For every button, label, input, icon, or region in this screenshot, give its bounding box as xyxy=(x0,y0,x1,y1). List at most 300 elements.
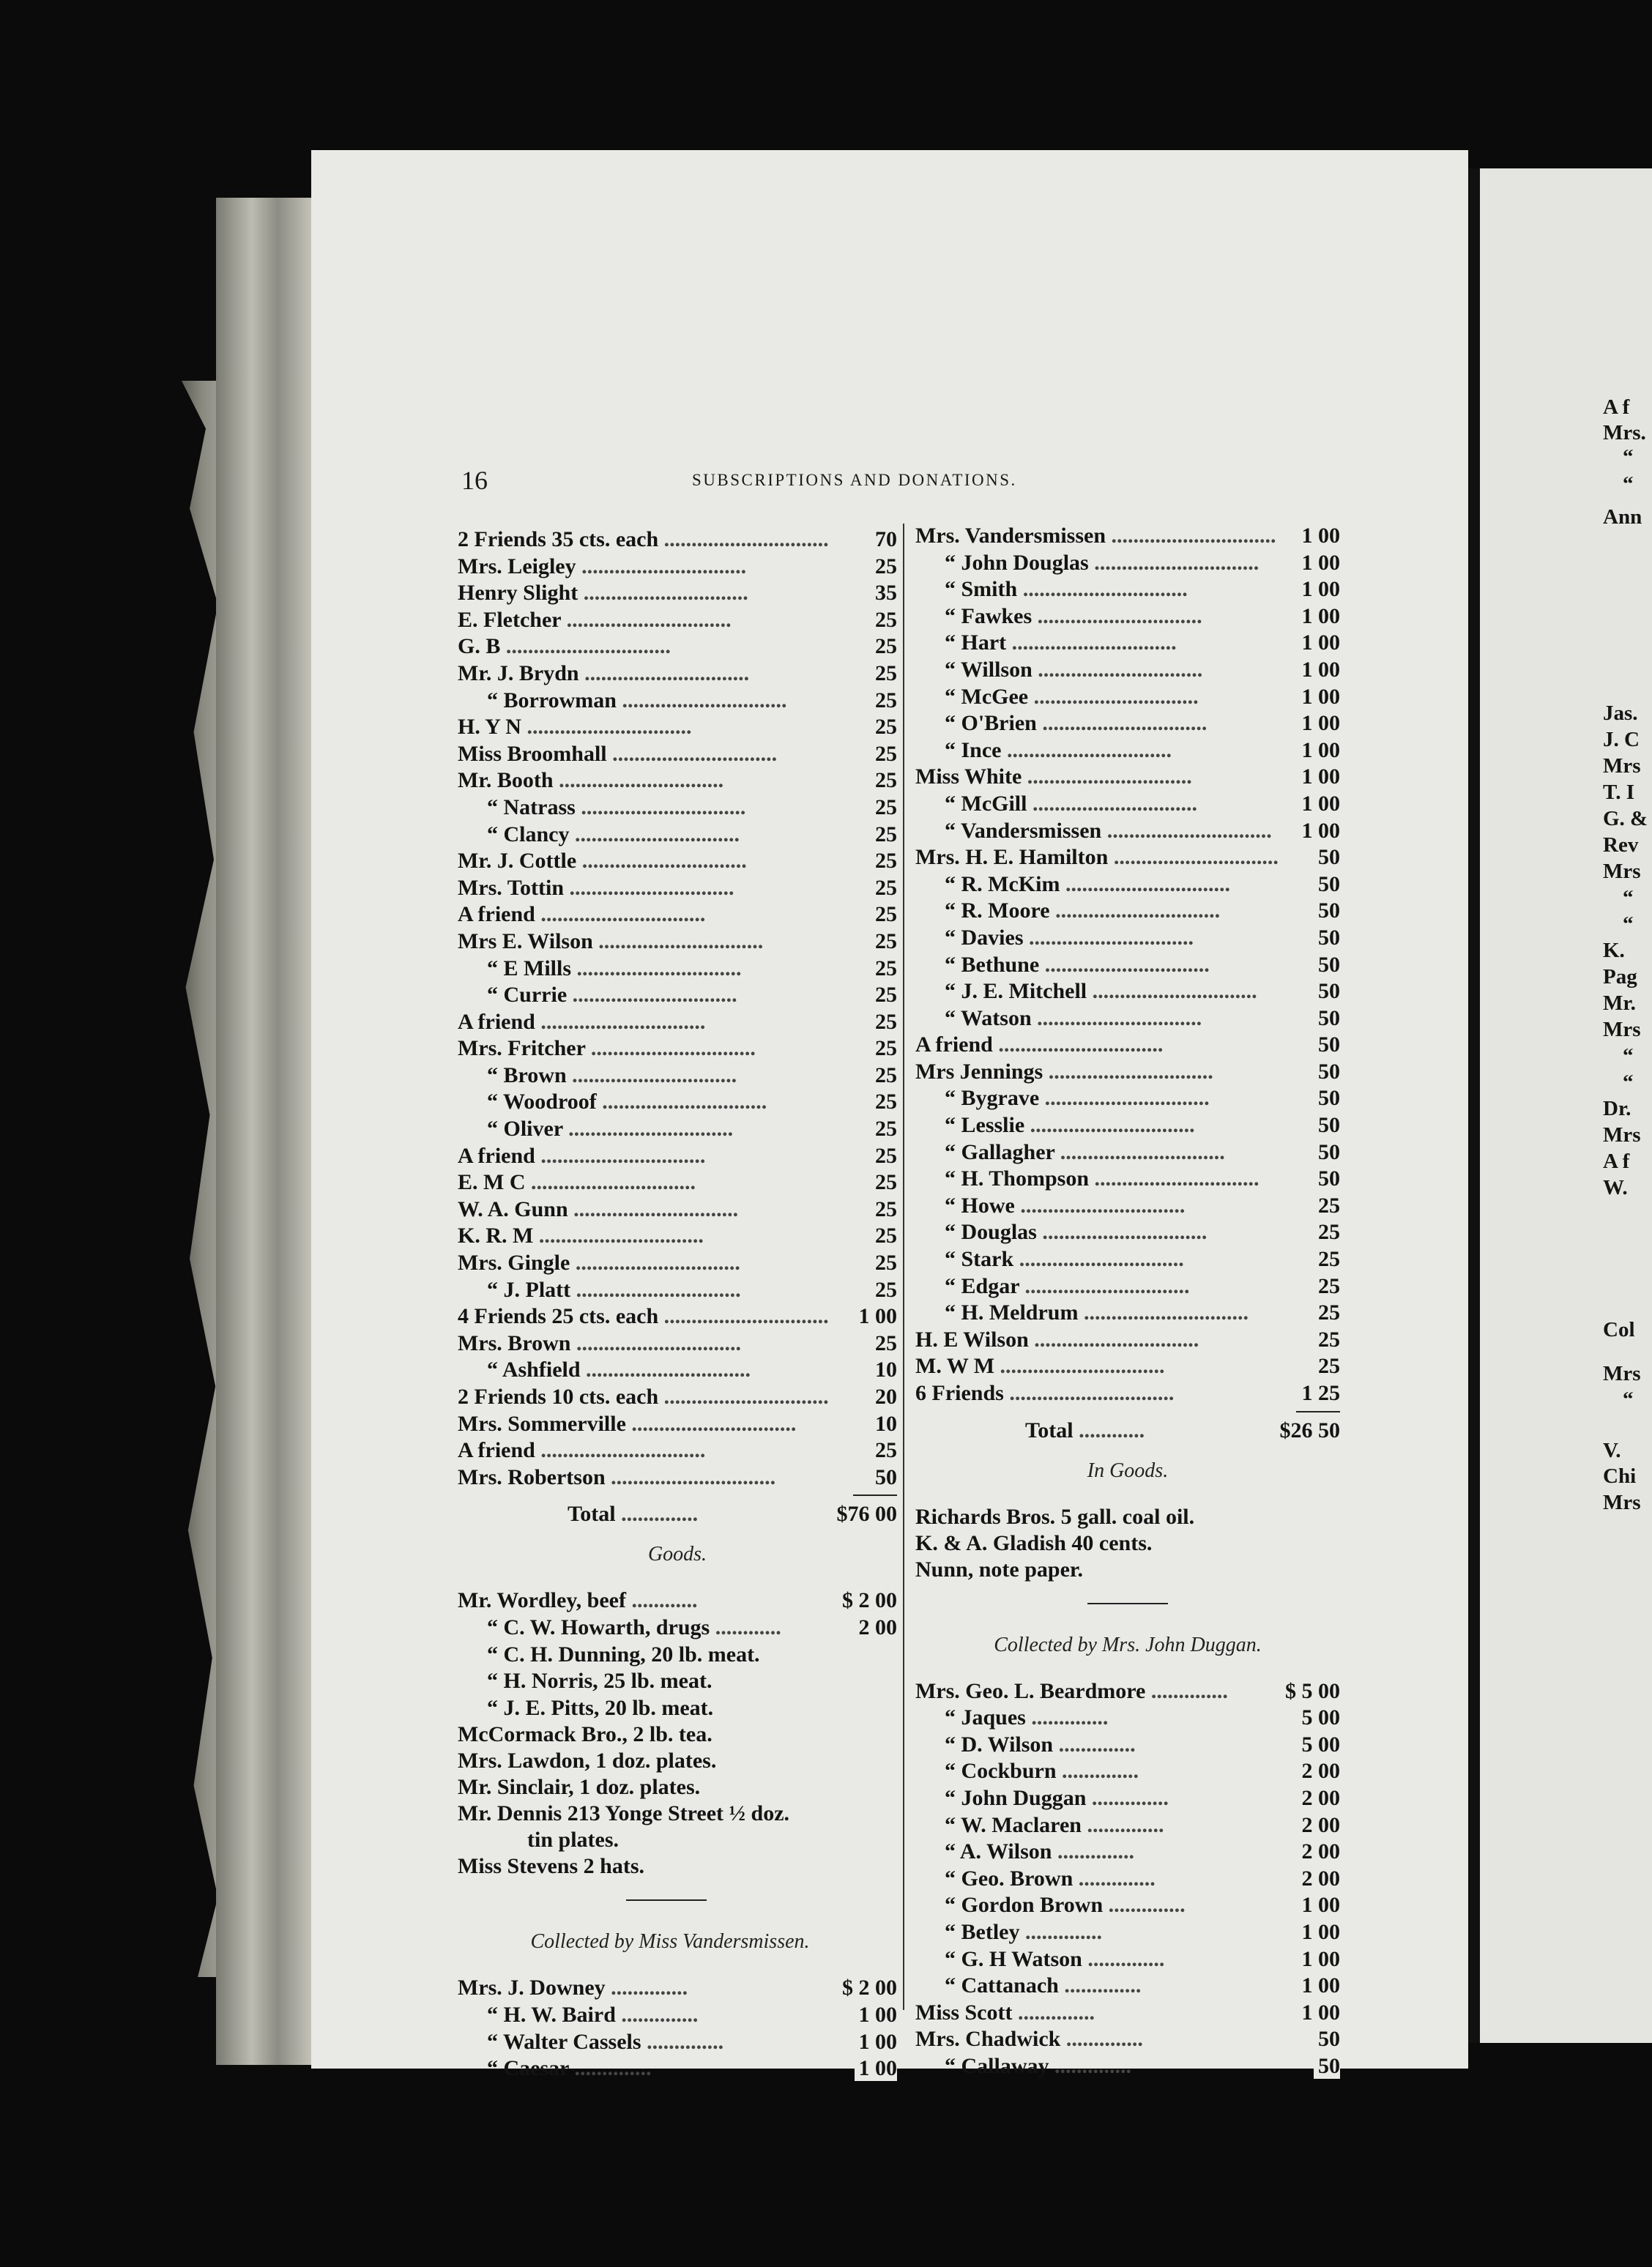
donor-name: Mrs. Chadwick xyxy=(915,2027,1061,2052)
donation-amount: 2 00 xyxy=(1298,1839,1341,1864)
book-page xyxy=(311,150,1468,2081)
donor-name: “ McGee xyxy=(945,684,1029,709)
donation-amount: 1 00 xyxy=(1298,792,1341,816)
ledger-row: A friend .............................. 25 xyxy=(458,1143,897,1168)
donation-amount: 25 xyxy=(871,849,897,874)
donation-amount: 25 xyxy=(871,1063,897,1088)
facing-page-text-fragment: Jas. xyxy=(1603,701,1638,725)
donor-name: “ Walter Cassels xyxy=(487,2029,641,2054)
donation-amount: 50 xyxy=(1314,953,1340,978)
in-goods-list xyxy=(915,1505,1501,1584)
donor-name: “ H. Meldrum xyxy=(945,1300,1079,1325)
donor-name: “ Willson xyxy=(945,657,1032,682)
facing-page-edge xyxy=(1480,168,1652,2043)
donor-name: K. R. M xyxy=(458,1224,534,1248)
ledger-row: “ Gallagher .............................. 50 xyxy=(945,1139,1340,1164)
ledger-row: “ D. Wilson .............. 5 00 xyxy=(945,1732,1340,1757)
ledger-row: W. A. Gunn .............................. 25 xyxy=(458,1196,897,1221)
donor-name: 6 Friends xyxy=(915,1381,1004,1405)
goods-heading: Goods. xyxy=(647,1543,707,1566)
ledger-row: “ Currie .............................. 25 xyxy=(487,983,897,1008)
donor-name: Mrs. Gingle xyxy=(458,1251,570,1276)
ledger-row: “ Jaques .............. 5 00 xyxy=(945,1705,1340,1730)
donor-name: “ Callaway xyxy=(945,2053,1049,2078)
donation-amount: 50 xyxy=(1314,898,1340,923)
facing-page-text-fragment: “ xyxy=(1623,472,1634,496)
donation-amount: 25 xyxy=(1314,1300,1340,1325)
donation-amount: 25 xyxy=(871,1197,897,1222)
donation-amount: 50 xyxy=(1314,1006,1340,1031)
donation-amount: 5 00 xyxy=(1298,1705,1341,1730)
donation-amount: 50 xyxy=(1314,1032,1340,1057)
donation-amount: 25 xyxy=(1314,1274,1340,1299)
donation-amount: 25 xyxy=(871,742,897,767)
donation-amount: 2 00 xyxy=(855,1615,898,1640)
donor-name: “ Lesslie xyxy=(945,1113,1025,1138)
donor-name: “ Geo. Brown xyxy=(945,1866,1074,1891)
facing-page-text-fragment: Rev xyxy=(1603,833,1639,857)
donor-name: “ A. Wilson xyxy=(945,1839,1052,1864)
ledger-row: “ Stark .............................. 25 xyxy=(945,1247,1340,1272)
text-line: tin plates. xyxy=(527,1828,620,1853)
donation-amount: $ 5 00 xyxy=(1281,1679,1340,1704)
ledger-row xyxy=(458,1642,897,1669)
donation-amount: 1 00 xyxy=(855,2030,898,2055)
ledger-row: “ Geo. Brown .............. 2 00 xyxy=(945,1866,1340,1891)
donation-amount: 1 00 xyxy=(1298,764,1341,789)
donor-name: Mrs. Sommerville xyxy=(458,1411,626,1436)
donor-name: Mrs. Brown xyxy=(458,1330,571,1355)
ledger-row: “ Douglas .............................. 25 xyxy=(945,1220,1340,1245)
in-goods-heading: In Goods. xyxy=(1087,1459,1169,1482)
donation-amount: 50 xyxy=(1314,979,1340,1004)
facing-page-text-fragment: Pag xyxy=(1603,965,1637,989)
ledger-row: “ H. W. Baird .............. 1 00 xyxy=(487,2002,897,2027)
right-column xyxy=(915,524,1501,2081)
donation-amount: 1 00 xyxy=(1298,1920,1341,1945)
ledger-row: “ G. H Watson .............. 1 00 xyxy=(945,1946,1340,1971)
ledger-row: “ Callaway .............. 50 xyxy=(945,2053,1340,2078)
text-line: Mrs. Lawdon, 1 doz. plates. xyxy=(458,1749,717,1773)
ledger-row: M. W M .............................. 25 xyxy=(915,1354,1340,1379)
donation-amount: 10 xyxy=(871,1358,897,1382)
ledger-row: “ Bygrave .............................. 50 xyxy=(945,1086,1340,1111)
text-line: Mr. Dennis 213 Yonge Street ½ doz. xyxy=(458,1801,790,1826)
facing-page-text-fragment: Mrs. xyxy=(1603,421,1646,444)
donor-name: “ Oliver xyxy=(487,1117,563,1142)
donor-name: Mrs. Fritcher xyxy=(458,1036,586,1061)
donor-name: W. A. Gunn xyxy=(458,1196,568,1221)
ledger-row: E. M C .............................. 25 xyxy=(458,1170,897,1195)
donation-amount: 25 xyxy=(1314,1220,1340,1245)
ledger-row: “ R. McKim .............................. 50 xyxy=(945,871,1340,896)
ledger-row: Mr. J. Cottle .............................. 25 xyxy=(458,849,897,874)
donor-name: Mr. J. Brydn xyxy=(458,660,579,685)
donor-name: “ C. W. Howarth, drugs xyxy=(487,1615,710,1639)
ledger-row: Mrs. Brown .............................. 25 xyxy=(458,1330,897,1355)
donor-name: “ John Douglas xyxy=(945,550,1089,575)
page-number: 16 xyxy=(461,466,488,495)
left-total-row: Total .............. $76 00 xyxy=(568,1502,897,1527)
donor-name: Mrs. Leigley xyxy=(458,554,576,578)
ledger-row: “ Cockburn .............. 2 00 xyxy=(945,1759,1340,1784)
donation-amount: $ 2 00 xyxy=(838,1588,897,1613)
ledger-row: “ J. Platt .............................. 25 xyxy=(487,1277,897,1302)
ledger-row: “ Smith .............................. 1 00 xyxy=(945,577,1340,602)
donation-amount: 25 xyxy=(1314,1194,1340,1218)
ledger-row: “ Hart .............................. 1 00 xyxy=(945,630,1340,655)
ledger-row: “ Woodroof .............................. 25 xyxy=(487,1090,897,1114)
donor-name: “ Vandersmissen xyxy=(945,818,1102,843)
donor-name: A friend xyxy=(915,1032,993,1057)
donation-amount: 50 xyxy=(1314,1060,1340,1084)
ledger-row: “ Ince .............................. 1 00 xyxy=(945,737,1340,762)
donor-name: 2 Friends 10 cts. each xyxy=(458,1385,659,1409)
ledger-row: Mrs. Sommerville .............................. 10 xyxy=(458,1411,897,1436)
ledger-row: “ Lesslie .............................. 50 xyxy=(945,1113,1340,1138)
donor-name: “ Clancy xyxy=(487,822,570,846)
donor-name: Mrs. J. Downey xyxy=(458,1976,606,2000)
ledger-row: A friend .............................. 25 xyxy=(458,902,897,927)
facing-page-text-fragment: “ xyxy=(1623,1044,1634,1068)
facing-page-text-fragment: G. & xyxy=(1603,807,1648,830)
facing-page-text-fragment: Dr. xyxy=(1603,1097,1631,1120)
donation-amount: 25 xyxy=(871,876,897,901)
donor-name: “ Edgar xyxy=(945,1273,1019,1298)
donor-name: “ Gallagher xyxy=(945,1139,1055,1164)
donor-name: A friend xyxy=(458,1009,535,1034)
donation-amount: 50 xyxy=(1314,926,1340,950)
ledger-row: “ Caesar .............. 1 00 xyxy=(487,2056,897,2081)
total-rule xyxy=(853,1494,897,1496)
donor-name: “ John Duggan xyxy=(945,1785,1087,1810)
donation-amount: 1 00 xyxy=(1298,1973,1341,1998)
ledger-row: “ E Mills .............................. 25 xyxy=(487,956,897,980)
donation-amount: 1 00 xyxy=(1298,658,1341,682)
donor-name: “ Watson xyxy=(945,1005,1032,1030)
donor-name: “ Natrass xyxy=(487,794,576,819)
donation-amount: 50 xyxy=(1314,845,1340,870)
donation-amount: 25 xyxy=(871,1331,897,1356)
donor-name: “ C. H. Dunning, 20 lb. meat. xyxy=(487,1642,760,1667)
donor-name: “ J. E. Mitchell xyxy=(945,979,1087,1004)
donor-name: Mr. J. Cottle xyxy=(458,849,577,874)
facing-page-text-fragment: Mrs xyxy=(1603,1491,1641,1514)
ledger-row: “ C. W. Howarth, drugs ............ 2 00 xyxy=(487,1615,897,1639)
donation-amount: 25 xyxy=(871,768,897,793)
ledger-row: H. E Wilson .............................. 25 xyxy=(915,1327,1340,1352)
donation-amount: 1 00 xyxy=(855,2056,898,2081)
donor-name: Mrs. Geo. L. Beardmore xyxy=(915,1678,1146,1703)
facing-page-text-fragment: “ xyxy=(1623,886,1634,909)
facing-page-text-fragment: Col xyxy=(1603,1318,1635,1341)
donor-name: H. E Wilson xyxy=(915,1327,1029,1352)
donation-amount: 2 00 xyxy=(1298,1759,1341,1784)
facing-page-text-fragment: “ xyxy=(1623,912,1634,936)
donor-name: “ Cockburn xyxy=(945,1759,1057,1784)
ledger-row: Mr. Wordley, beef ............ $ 2 00 xyxy=(458,1588,897,1613)
ledger-row: “ H. Thompson .............................. 50 xyxy=(945,1166,1340,1191)
donation-amount: 70 xyxy=(871,527,897,552)
donor-name: 2 Friends 35 cts. each xyxy=(458,527,659,551)
ledger-row xyxy=(458,1696,897,1723)
donor-name: G. B xyxy=(458,634,501,659)
ledger-row: 6 Friends .............................. 1 25 xyxy=(915,1381,1340,1405)
ledger-row: “ Brown .............................. 25 xyxy=(487,1062,897,1087)
ledger-row: “ O'Brien .............................. 1 00 xyxy=(945,711,1340,736)
donor-name: “ O'Brien xyxy=(945,711,1037,736)
donor-name: Mrs. Tottin xyxy=(458,875,565,900)
donation-amount: 50 xyxy=(1314,1086,1340,1111)
facing-page-text-fragment: Mr. xyxy=(1603,991,1636,1015)
ledger-row: H. Y N .............................. 25 xyxy=(458,715,897,740)
donation-amount: 5 00 xyxy=(1298,1732,1341,1757)
total-amount: $76 00 xyxy=(836,1502,897,1527)
donor-name: “ Gordon Brown xyxy=(945,1893,1104,1918)
donation-amount: 1 25 xyxy=(1298,1381,1341,1406)
donor-name: “ Hart xyxy=(945,630,1007,655)
ledger-row: “ Davies .............................. 50 xyxy=(945,925,1340,950)
donor-name: A friend xyxy=(458,902,535,927)
page-header xyxy=(311,465,1468,494)
donation-amount: 50 xyxy=(1314,2027,1340,2052)
facing-page-text-fragment: J. C xyxy=(1603,728,1640,751)
donor-name: A friend xyxy=(458,1438,535,1463)
donation-amount: 1 00 xyxy=(1298,524,1341,548)
donation-amount: 50 xyxy=(1314,872,1340,897)
donor-name: “ Douglas xyxy=(945,1220,1037,1245)
donation-amount: 25 xyxy=(871,902,897,927)
ledger-row xyxy=(458,1669,897,1696)
donation-amount: 1 00 xyxy=(1298,1947,1341,1972)
donor-name: “ Betley xyxy=(945,1919,1020,1944)
donation-amount: 1 00 xyxy=(1298,738,1341,763)
donor-name: “ W. Maclaren xyxy=(945,1812,1082,1837)
facing-page-text-fragment: T. I xyxy=(1603,781,1634,804)
facing-page-text-fragment: “ xyxy=(1623,1388,1634,1411)
donor-name: E. Fletcher xyxy=(458,607,562,632)
donation-amount: 1 00 xyxy=(1298,819,1341,844)
donor-name: “ Borrowman xyxy=(487,688,617,712)
donation-amount: 25 xyxy=(871,634,897,659)
section-divider xyxy=(626,1899,707,1901)
facing-page-text-fragment: Mrs xyxy=(1603,1018,1641,1041)
ledger-row: 2 Friends 35 cts. each .............................. 70 xyxy=(458,527,897,551)
ledger-row: Mrs. Fritcher .............................. 25 xyxy=(458,1036,897,1061)
ledger-row: “ Borrowman .............................. 25 xyxy=(487,688,897,712)
facing-page-text-fragment: K. xyxy=(1603,939,1625,962)
donation-amount: 25 xyxy=(871,688,897,713)
donation-amount: 25 xyxy=(871,1224,897,1248)
donation-amount: 25 xyxy=(871,983,897,1008)
donation-amount: 25 xyxy=(1314,1354,1340,1379)
donation-amount: 50 xyxy=(1314,1166,1340,1191)
facing-page-text-fragment: A f xyxy=(1603,1150,1630,1173)
donor-name: Mrs Jennings xyxy=(915,1059,1043,1084)
donor-name: “ Ince xyxy=(945,737,1002,762)
donation-amount: 25 xyxy=(871,795,897,820)
donor-name: Miss Broomhall xyxy=(458,741,607,766)
ledger-row: 2 Friends 10 cts. each .............................. 20 xyxy=(458,1385,897,1409)
collected-heading-right: Collected by Mrs. John Duggan. xyxy=(994,1633,1262,1656)
ledger-row: “ Betley .............. 1 00 xyxy=(945,1919,1340,1944)
donor-name: Mrs. H. E. Hamilton xyxy=(915,845,1109,870)
ledger-row: Mrs. Robertson .............................. 50 xyxy=(458,1464,897,1489)
donation-amount: 50 xyxy=(1314,2054,1340,2079)
ledger-row: Miss White .............................. 1 00 xyxy=(915,764,1340,789)
donor-name: “ G. H Watson xyxy=(945,1946,1082,1971)
donation-amount: 25 xyxy=(871,1010,897,1035)
donor-name: M. W M xyxy=(915,1354,995,1379)
ledger-row: Mr. Booth .............................. 25 xyxy=(458,768,897,793)
donation-amount: 25 xyxy=(871,1170,897,1195)
ledger-row: “ Cattanach .............. 1 00 xyxy=(945,1973,1340,1998)
donation-amount: 20 xyxy=(871,1385,897,1410)
donation-amount: 25 xyxy=(871,661,897,686)
ledger-row: Miss Broomhall .............................. 25 xyxy=(458,741,897,766)
book-page-block xyxy=(216,198,319,2065)
ledger-row: Miss Scott .............. 1 00 xyxy=(915,2000,1340,2025)
donor-name: “ McGill xyxy=(945,791,1027,816)
ledger-row: “ Oliver .............................. 25 xyxy=(487,1117,897,1142)
column-separator xyxy=(903,524,904,2010)
donor-name: Miss Scott xyxy=(915,2000,1013,2025)
right-entries-list xyxy=(915,524,1501,1408)
facing-page-text-fragment: V. xyxy=(1603,1439,1621,1462)
donor-name: “ Howe xyxy=(945,1193,1015,1218)
ledger-row: Mrs. H. E. Hamilton .............................. 50 xyxy=(915,845,1340,870)
facing-page-text-fragment: Chi xyxy=(1603,1464,1637,1488)
ledger-row: A friend .............................. 25 xyxy=(458,1009,897,1034)
donation-amount: 1 00 xyxy=(1298,630,1341,655)
donor-name: E. M C xyxy=(458,1170,526,1195)
donation-amount: 25 xyxy=(871,554,897,579)
ledger-row: E. Fletcher .............................. 25 xyxy=(458,607,897,632)
donation-amount: 25 xyxy=(871,715,897,740)
donation-amount: 1 00 xyxy=(1298,711,1341,736)
donation-amount: 10 xyxy=(871,1412,897,1437)
ledger-row: “ J. E. Mitchell .............................. 50 xyxy=(945,979,1340,1004)
ledger-row: Mrs. Gingle .............................. 25 xyxy=(458,1251,897,1276)
donation-amount: 25 xyxy=(1314,1247,1340,1272)
text-line: Richards Bros. 5 gall. coal oil. xyxy=(915,1504,1195,1529)
total-amount-right: $26 50 xyxy=(1279,1418,1340,1443)
ledger-row: A friend .............................. 25 xyxy=(458,1438,897,1463)
donor-name: “ R. McKim xyxy=(945,871,1060,896)
donor-name: Mr. Booth xyxy=(458,768,554,793)
ledger-row: “ McGill .............................. 1 00 xyxy=(945,791,1340,816)
page-title: SUBSCRIPTIONS AND DONATIONS. xyxy=(692,471,1017,489)
ledger-row: “ Fawkes .............................. 1 00 xyxy=(945,603,1340,628)
donation-amount: 25 xyxy=(871,929,897,954)
donation-amount: 25 xyxy=(871,1438,897,1463)
donor-name: “ R. Moore xyxy=(945,898,1050,923)
donor-name: “ Currie xyxy=(487,983,568,1008)
ledger-row: “ Walter Cassels .............. 1 00 xyxy=(487,2029,897,2054)
donation-amount: 25 xyxy=(1314,1328,1340,1352)
total-rule-right xyxy=(1296,1411,1340,1412)
section-divider-right xyxy=(1087,1603,1168,1604)
donor-name: “ Bethune xyxy=(945,952,1040,977)
donor-name: “ E Mills xyxy=(487,956,572,980)
donor-name: “ Cattanach xyxy=(945,1973,1059,1998)
donation-amount: 1 00 xyxy=(1298,685,1341,710)
facing-page-text-fragment: Mrs xyxy=(1603,754,1641,778)
donation-amount: 1 00 xyxy=(855,1304,898,1329)
donation-amount: 2 00 xyxy=(1298,1866,1341,1891)
ledger-row: “ Natrass .............................. 25 xyxy=(487,794,897,819)
donor-name: 4 Friends 25 cts. each xyxy=(458,1304,659,1329)
ledger-row: “ Bethune .............................. 50 xyxy=(945,952,1340,977)
facing-page-text-fragment: Ann xyxy=(1603,505,1642,529)
ledger-row: “ Howe .............................. 25 xyxy=(945,1193,1340,1218)
ledger-row: Mrs. Vandersmissen .............................. 1 00 xyxy=(915,524,1340,548)
donor-name: “ Woodroof xyxy=(487,1090,597,1114)
ledger-row: “ R. Moore .............................. 50 xyxy=(945,898,1340,923)
text-line: Miss Stevens 2 hats. xyxy=(458,1854,645,1879)
ledger-row: Mr. J. Brydn .............................. 25 xyxy=(458,660,897,685)
book-gutter xyxy=(1468,168,1480,2043)
ledger-row: “ A. Wilson .............. 2 00 xyxy=(945,1839,1340,1864)
ledger-row: “ Gordon Brown .............. 1 00 xyxy=(945,1893,1340,1918)
ledger-row: “ Willson .............................. 1 00 xyxy=(945,657,1340,682)
facing-page-text-fragment: Mrs xyxy=(1603,1123,1641,1147)
donation-amount: 50 xyxy=(1314,1113,1340,1138)
ledger-row: “ Vandersmissen .............................. 1 00 xyxy=(945,818,1340,843)
ledger-row: K. R. M .............................. 25 xyxy=(458,1224,897,1248)
ledger-row: Henry Slight .............................. 35 xyxy=(458,581,897,606)
donor-name: “ H. W. Baird xyxy=(487,2002,616,2027)
right-collected-list xyxy=(915,1679,1501,2081)
donor-name: Mrs E. Wilson xyxy=(458,928,593,953)
donation-amount: 1 00 xyxy=(1298,577,1341,602)
donor-name: “ Smith xyxy=(945,577,1018,602)
donation-amount: 25 xyxy=(871,608,897,633)
ledger-row: “ John Duggan .............. 2 00 xyxy=(945,1785,1340,1810)
ledger-row: “ Watson .............................. 50 xyxy=(945,1005,1340,1030)
ledger-row: “ Edgar .............................. 25 xyxy=(945,1273,1340,1298)
donor-name: Mrs. Vandersmissen xyxy=(915,524,1106,548)
donor-name: Miss White xyxy=(915,764,1022,789)
donation-amount: 1 00 xyxy=(1298,604,1341,629)
facing-page-text-fragment: A f xyxy=(1603,395,1630,419)
donor-name: A friend xyxy=(458,1143,535,1168)
donation-amount: 1 00 xyxy=(1298,1893,1341,1918)
donor-name: “ Jaques xyxy=(945,1705,1026,1730)
donor-name: Henry Slight xyxy=(458,581,578,606)
ledger-row: “ W. Maclaren .............. 2 00 xyxy=(945,1812,1340,1837)
donor-name: “ J. Platt xyxy=(487,1277,571,1302)
text-line: K. & A. Gladish 40 cents. xyxy=(915,1530,1153,1555)
ledger-row: “ John Douglas .............................. 1 00 xyxy=(945,550,1340,575)
donation-amount: 25 xyxy=(871,1090,897,1114)
donation-amount: 35 xyxy=(871,581,897,606)
donor-name: “ Brown xyxy=(487,1062,567,1087)
donor-name: H. Y N xyxy=(458,715,521,740)
ledger-row: Mrs. Chadwick .............. 50 xyxy=(915,2027,1340,2052)
ledger-row: G. B .............................. 25 xyxy=(458,634,897,659)
donation-amount: 25 xyxy=(871,1251,897,1276)
donation-amount: 1 00 xyxy=(1298,551,1341,576)
ledger-row: “ Clancy .............................. 25 xyxy=(487,822,897,846)
donor-name: “ H. Norris, 25 lb. meat. xyxy=(487,1669,712,1694)
donor-name: “ Caesar xyxy=(487,2056,569,2081)
ledger-row: A friend .............................. 50 xyxy=(915,1032,1340,1057)
text-line: Nunn, note paper. xyxy=(915,1557,1083,1582)
donation-amount: 25 xyxy=(871,1144,897,1169)
donor-name: Mrs. Robertson xyxy=(458,1464,606,1489)
donation-amount: 25 xyxy=(871,822,897,847)
